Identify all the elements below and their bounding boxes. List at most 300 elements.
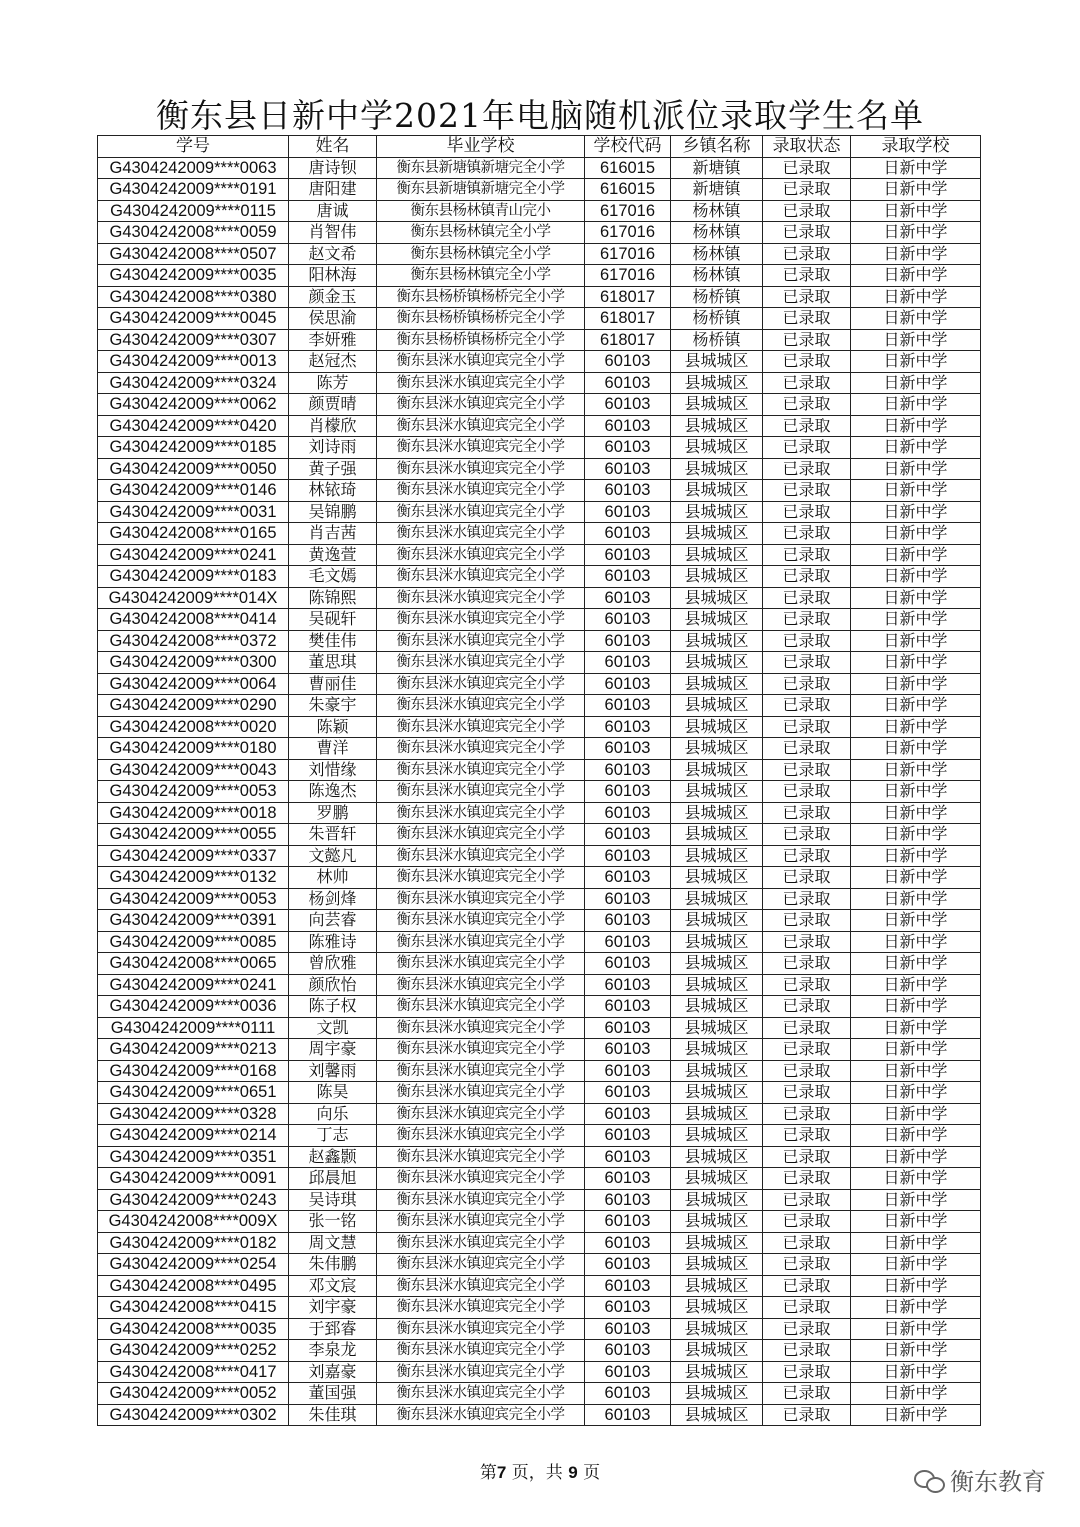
cell-name: 向乐 <box>289 1103 377 1125</box>
cell-graduate-school: 衡东县洣水镇迎宾完全小学 <box>377 673 585 695</box>
cell-status: 已录取 <box>763 1340 851 1362</box>
table-row <box>98 351 981 373</box>
cell-admitted-school: 日新中学 <box>851 372 981 394</box>
table-row <box>98 867 981 889</box>
table-row <box>98 1168 981 1190</box>
cell-status: 已录取 <box>763 222 851 244</box>
cell-student-id: G4304242008****0372 <box>98 630 289 652</box>
cell-school-code: 618017 <box>585 286 671 308</box>
table-row <box>98 1275 981 1297</box>
cell-student-id: G4304242009****0391 <box>98 910 289 932</box>
header-status: 录取状态 <box>763 136 851 158</box>
cell-town: 县城城区 <box>671 394 763 416</box>
table-row <box>98 931 981 953</box>
cell-student-id: G4304242008****0507 <box>98 243 289 265</box>
cell-student-id: G4304242009****0045 <box>98 308 289 330</box>
cell-school-code: 60103 <box>585 544 671 566</box>
cell-status: 已录取 <box>763 673 851 695</box>
cell-school-code: 60103 <box>585 1297 671 1319</box>
cell-graduate-school: 衡东县洣水镇迎宾完全小学 <box>377 630 585 652</box>
cell-graduate-school: 衡东县杨林镇完全小学 <box>377 243 585 265</box>
cell-admitted-school: 日新中学 <box>851 824 981 846</box>
cell-status: 已录取 <box>763 695 851 717</box>
cell-admitted-school: 日新中学 <box>851 910 981 932</box>
cell-status: 已录取 <box>763 179 851 201</box>
cell-status: 已录取 <box>763 523 851 545</box>
cell-admitted-school: 日新中学 <box>851 1297 981 1319</box>
cell-school-code: 60103 <box>585 716 671 738</box>
cell-status: 已录取 <box>763 888 851 910</box>
cell-graduate-school: 衡东县洣水镇迎宾完全小学 <box>377 931 585 953</box>
cell-town: 县城城区 <box>671 501 763 523</box>
cell-town: 县城城区 <box>671 759 763 781</box>
cell-school-code: 60103 <box>585 501 671 523</box>
cell-school-code: 60103 <box>585 415 671 437</box>
cell-student-id: G4304242009****0063 <box>98 157 289 179</box>
cell-name: 陈锦熙 <box>289 587 377 609</box>
cell-student-id: G4304242008****0059 <box>98 222 289 244</box>
cell-admitted-school: 日新中学 <box>851 652 981 674</box>
cell-name: 唐诚 <box>289 200 377 222</box>
cell-student-id: G4304242009****0146 <box>98 480 289 502</box>
table-row <box>98 609 981 631</box>
cell-school-code: 60103 <box>585 652 671 674</box>
cell-school-code: 60103 <box>585 867 671 889</box>
cell-name: 曹洋 <box>289 738 377 760</box>
cell-status: 已录取 <box>763 1275 851 1297</box>
cell-name: 向芸睿 <box>289 910 377 932</box>
table-row <box>98 1361 981 1383</box>
cell-admitted-school: 日新中学 <box>851 544 981 566</box>
cell-town: 县城城区 <box>671 1060 763 1082</box>
cell-town: 县城城区 <box>671 1103 763 1125</box>
cell-graduate-school: 衡东县洣水镇迎宾完全小学 <box>377 759 585 781</box>
cell-school-code: 618017 <box>585 329 671 351</box>
cell-school-code: 60103 <box>585 1361 671 1383</box>
table-row <box>98 222 981 244</box>
header-school-code: 学校代码 <box>585 136 671 158</box>
cell-name: 黄逸萱 <box>289 544 377 566</box>
cell-town: 县城城区 <box>671 867 763 889</box>
cell-graduate-school: 衡东县洣水镇迎宾完全小学 <box>377 501 585 523</box>
cell-school-code: 60103 <box>585 931 671 953</box>
cell-status: 已录取 <box>763 1211 851 1233</box>
cell-school-code: 60103 <box>585 630 671 652</box>
cell-admitted-school: 日新中学 <box>851 716 981 738</box>
table-row <box>98 716 981 738</box>
cell-graduate-school: 衡东县洣水镇迎宾完全小学 <box>377 437 585 459</box>
wechat-icon <box>914 1468 944 1492</box>
table-row <box>98 1017 981 1039</box>
cell-student-id: G4304242008****0065 <box>98 953 289 975</box>
cell-name: 颜欣怡 <box>289 974 377 996</box>
cell-graduate-school: 衡东县洣水镇迎宾完全小学 <box>377 996 585 1018</box>
cell-graduate-school: 衡东县洣水镇迎宾完全小学 <box>377 372 585 394</box>
cell-town: 县城城区 <box>671 458 763 480</box>
document-title: 衡东县日新中学2021年电脑随机派位录取学生名单 <box>156 96 924 135</box>
cell-admitted-school: 日新中学 <box>851 931 981 953</box>
cell-admitted-school: 日新中学 <box>851 1060 981 1082</box>
cell-admitted-school: 日新中学 <box>851 974 981 996</box>
cell-graduate-school: 衡东县洣水镇迎宾完全小学 <box>377 652 585 674</box>
cell-name: 于郅睿 <box>289 1318 377 1340</box>
table-row <box>98 673 981 695</box>
cell-student-id: G4304242008****0417 <box>98 1361 289 1383</box>
cell-graduate-school: 衡东县洣水镇迎宾完全小学 <box>377 716 585 738</box>
cell-name: 唐阳建 <box>289 179 377 201</box>
cell-status: 已录取 <box>763 501 851 523</box>
table-row <box>98 974 981 996</box>
cell-student-id: G4304242009****0036 <box>98 996 289 1018</box>
cell-school-code: 60103 <box>585 566 671 588</box>
cell-student-id: G4304242008****0165 <box>98 523 289 545</box>
cell-status: 已录取 <box>763 867 851 889</box>
cell-town: 县城城区 <box>671 1125 763 1147</box>
cell-name: 吴砚轩 <box>289 609 377 631</box>
cell-school-code: 60103 <box>585 888 671 910</box>
cell-school-code: 60103 <box>585 695 671 717</box>
cell-admitted-school: 日新中学 <box>851 286 981 308</box>
cell-student-id: G4304242009****0035 <box>98 265 289 287</box>
cell-name: 赵文希 <box>289 243 377 265</box>
cell-student-id: G4304242009****0053 <box>98 781 289 803</box>
cell-town: 县城城区 <box>671 1318 763 1340</box>
table-row <box>98 1060 981 1082</box>
table-row <box>98 996 981 1018</box>
cell-status: 已录取 <box>763 1297 851 1319</box>
cell-admitted-school: 日新中学 <box>851 157 981 179</box>
cell-school-code: 617016 <box>585 200 671 222</box>
cell-graduate-school: 衡东县洣水镇迎宾完全小学 <box>377 1383 585 1405</box>
cell-town: 县城城区 <box>671 802 763 824</box>
cell-graduate-school: 衡东县洣水镇迎宾完全小学 <box>377 415 585 437</box>
table-row <box>98 372 981 394</box>
cell-admitted-school: 日新中学 <box>851 523 981 545</box>
cell-graduate-school: 衡东县洣水镇迎宾完全小学 <box>377 1275 585 1297</box>
cell-school-code: 60103 <box>585 1082 671 1104</box>
cell-town: 县城城区 <box>671 1168 763 1190</box>
cell-status: 已录取 <box>763 157 851 179</box>
cell-school-code: 60103 <box>585 1103 671 1125</box>
cell-status: 已录取 <box>763 910 851 932</box>
cell-school-code: 60103 <box>585 1383 671 1405</box>
cell-status: 已录取 <box>763 1017 851 1039</box>
cell-town: 县城城区 <box>671 544 763 566</box>
cell-town: 新塘镇 <box>671 157 763 179</box>
cell-graduate-school: 衡东县洣水镇迎宾完全小学 <box>377 1082 585 1104</box>
cell-school-code: 60103 <box>585 1211 671 1233</box>
cell-school-code: 60103 <box>585 609 671 631</box>
cell-admitted-school: 日新中学 <box>851 351 981 373</box>
cell-status: 已录取 <box>763 415 851 437</box>
cell-school-code: 60103 <box>585 1275 671 1297</box>
cell-admitted-school: 日新中学 <box>851 1211 981 1233</box>
table-row <box>98 1211 981 1233</box>
cell-graduate-school: 衡东县洣水镇迎宾完全小学 <box>377 458 585 480</box>
cell-student-id: G4304242009****0013 <box>98 351 289 373</box>
table-row <box>98 1146 981 1168</box>
cell-school-code: 616015 <box>585 179 671 201</box>
cell-school-code: 60103 <box>585 781 671 803</box>
cell-student-id: G4304242009****0050 <box>98 458 289 480</box>
cell-graduate-school: 衡东县洣水镇迎宾完全小学 <box>377 1103 585 1125</box>
cell-graduate-school: 衡东县洣水镇迎宾完全小学 <box>377 1039 585 1061</box>
cell-town: 县城城区 <box>671 910 763 932</box>
cell-town: 县城城区 <box>671 630 763 652</box>
cell-admitted-school: 日新中学 <box>851 609 981 631</box>
cell-student-id: G4304242009****0115 <box>98 200 289 222</box>
cell-status: 已录取 <box>763 974 851 996</box>
cell-town: 县城城区 <box>671 351 763 373</box>
cell-school-code: 60103 <box>585 394 671 416</box>
cell-school-code: 60103 <box>585 1340 671 1362</box>
cell-name: 陈昊 <box>289 1082 377 1104</box>
cell-status: 已录取 <box>763 200 851 222</box>
cell-status: 已录取 <box>763 243 851 265</box>
cell-school-code: 60103 <box>585 523 671 545</box>
cell-town: 县城城区 <box>671 652 763 674</box>
cell-admitted-school: 日新中学 <box>851 1232 981 1254</box>
cell-graduate-school: 衡东县洣水镇迎宾完全小学 <box>377 845 585 867</box>
cell-status: 已录取 <box>763 1168 851 1190</box>
cell-student-id: G4304242009****0214 <box>98 1125 289 1147</box>
cell-name: 邱晨旭 <box>289 1168 377 1190</box>
cell-student-id: G4304242009****0302 <box>98 1404 289 1426</box>
cell-student-id: G4304242009****0241 <box>98 974 289 996</box>
cell-name: 周文慧 <box>289 1232 377 1254</box>
cell-school-code: 60103 <box>585 1017 671 1039</box>
cell-graduate-school: 衡东县洣水镇迎宾完全小学 <box>377 1361 585 1383</box>
cell-status: 已录取 <box>763 286 851 308</box>
cell-status: 已录取 <box>763 1039 851 1061</box>
cell-status: 已录取 <box>763 544 851 566</box>
cell-admitted-school: 日新中学 <box>851 265 981 287</box>
cell-graduate-school: 衡东县洣水镇迎宾完全小学 <box>377 695 585 717</box>
cell-admitted-school: 日新中学 <box>851 1404 981 1426</box>
cell-name: 文懿凡 <box>289 845 377 867</box>
cell-admitted-school: 日新中学 <box>851 1103 981 1125</box>
cell-student-id: G4304242009****0324 <box>98 372 289 394</box>
cell-town: 县城城区 <box>671 888 763 910</box>
cell-school-code: 617016 <box>585 243 671 265</box>
cell-name: 曾欣雅 <box>289 953 377 975</box>
cell-admitted-school: 日新中学 <box>851 243 981 265</box>
table-row <box>98 759 981 781</box>
table-row <box>98 781 981 803</box>
cell-graduate-school: 衡东县洣水镇迎宾完全小学 <box>377 544 585 566</box>
cell-student-id: G4304242009****0651 <box>98 1082 289 1104</box>
cell-graduate-school: 衡东县洣水镇迎宾完全小学 <box>377 1211 585 1233</box>
admission-table <box>97 135 981 1426</box>
cell-student-id: G4304242009****0180 <box>98 738 289 760</box>
table-row <box>98 1189 981 1211</box>
cell-school-code: 60103 <box>585 351 671 373</box>
cell-status: 已录取 <box>763 953 851 975</box>
cell-status: 已录取 <box>763 1189 851 1211</box>
cell-student-id: G4304242009****0420 <box>98 415 289 437</box>
cell-town: 杨林镇 <box>671 222 763 244</box>
cell-town: 县城城区 <box>671 738 763 760</box>
cell-status: 已录取 <box>763 351 851 373</box>
cell-name: 赵冠杰 <box>289 351 377 373</box>
cell-graduate-school: 衡东县洣水镇迎宾完全小学 <box>377 953 585 975</box>
cell-town: 杨桥镇 <box>671 308 763 330</box>
cell-admitted-school: 日新中学 <box>851 1168 981 1190</box>
cell-school-code: 60103 <box>585 437 671 459</box>
cell-student-id: G4304242009****0018 <box>98 802 289 824</box>
cell-student-id: G4304242009****0182 <box>98 1232 289 1254</box>
cell-school-code: 60103 <box>585 1318 671 1340</box>
cell-admitted-school: 日新中学 <box>851 845 981 867</box>
table-row <box>98 1383 981 1405</box>
cell-town: 县城城区 <box>671 1017 763 1039</box>
table-row <box>98 437 981 459</box>
cell-graduate-school: 衡东县洣水镇迎宾完全小学 <box>377 1318 585 1340</box>
cell-graduate-school: 衡东县洣水镇迎宾完全小学 <box>377 867 585 889</box>
cell-graduate-school: 衡东县杨桥镇杨桥完全小学 <box>377 308 585 330</box>
table-row <box>98 1404 981 1426</box>
cell-name: 颜贾晴 <box>289 394 377 416</box>
cell-status: 已录取 <box>763 394 851 416</box>
cell-name: 朱豪宇 <box>289 695 377 717</box>
cell-school-code: 60103 <box>585 802 671 824</box>
table-row <box>98 566 981 588</box>
cell-admitted-school: 日新中学 <box>851 329 981 351</box>
cell-student-id: G4304242008****0380 <box>98 286 289 308</box>
cell-name: 朱伟鹏 <box>289 1254 377 1276</box>
cell-admitted-school: 日新中学 <box>851 1017 981 1039</box>
cell-student-id: G4304242009****0091 <box>98 1168 289 1190</box>
cell-status: 已录取 <box>763 587 851 609</box>
cell-status: 已录取 <box>763 458 851 480</box>
cell-graduate-school: 衡东县洣水镇迎宾完全小学 <box>377 1168 585 1190</box>
cell-name: 朱晋轩 <box>289 824 377 846</box>
table-row <box>98 1232 981 1254</box>
cell-graduate-school: 衡东县洣水镇迎宾完全小学 <box>377 587 585 609</box>
cell-status: 已录取 <box>763 1404 851 1426</box>
cell-town: 杨林镇 <box>671 200 763 222</box>
table-row <box>98 1039 981 1061</box>
cell-name: 樊佳伟 <box>289 630 377 652</box>
cell-admitted-school: 日新中学 <box>851 458 981 480</box>
cell-town: 县城城区 <box>671 996 763 1018</box>
cell-status: 已录取 <box>763 738 851 760</box>
cell-status: 已录取 <box>763 652 851 674</box>
cell-name: 刘馨雨 <box>289 1060 377 1082</box>
cell-town: 县城城区 <box>671 609 763 631</box>
cell-graduate-school: 衡东县洣水镇迎宾完全小学 <box>377 523 585 545</box>
watermark-text: 衡东教育 <box>950 1468 1046 1496</box>
cell-town: 杨桥镇 <box>671 329 763 351</box>
cell-status: 已录取 <box>763 824 851 846</box>
cell-admitted-school: 日新中学 <box>851 953 981 975</box>
cell-town: 杨林镇 <box>671 265 763 287</box>
cell-graduate-school: 衡东县新塘镇新塘完全小学 <box>377 179 585 201</box>
cell-school-code: 60103 <box>585 759 671 781</box>
cell-name: 曹丽佳 <box>289 673 377 695</box>
cell-student-id: G4304242009****0213 <box>98 1039 289 1061</box>
table-row <box>98 695 981 717</box>
table-row <box>98 544 981 566</box>
cell-student-id: G4304242009****0031 <box>98 501 289 523</box>
table-row <box>98 1254 981 1276</box>
cell-name: 刘惜缘 <box>289 759 377 781</box>
cell-name: 邓文宸 <box>289 1275 377 1297</box>
cell-student-id: G4304242009****0337 <box>98 845 289 867</box>
cell-name: 丁志 <box>289 1125 377 1147</box>
cell-name: 刘宇豪 <box>289 1297 377 1319</box>
cell-graduate-school: 衡东县洣水镇迎宾完全小学 <box>377 1146 585 1168</box>
cell-student-id: G4304242008****0020 <box>98 716 289 738</box>
cell-town: 县城城区 <box>671 415 763 437</box>
cell-student-id: G4304242009****0307 <box>98 329 289 351</box>
cell-status: 已录取 <box>763 1146 851 1168</box>
table-row <box>98 415 981 437</box>
table-row <box>98 845 981 867</box>
watermark <box>914 1462 1046 1497</box>
cell-graduate-school: 衡东县洣水镇迎宾完全小学 <box>377 1017 585 1039</box>
cell-graduate-school: 衡东县杨林镇完全小学 <box>377 222 585 244</box>
cell-student-id: G4304242009****0328 <box>98 1103 289 1125</box>
cell-admitted-school: 日新中学 <box>851 1125 981 1147</box>
cell-student-id: G4304242009****0290 <box>98 695 289 717</box>
cell-admitted-school: 日新中学 <box>851 587 981 609</box>
cell-school-code: 60103 <box>585 673 671 695</box>
cell-student-id: G4304242009****0191 <box>98 179 289 201</box>
table-row <box>98 286 981 308</box>
cell-name: 颜金玉 <box>289 286 377 308</box>
table-row <box>98 265 981 287</box>
footer-total-pages: 9 <box>568 1463 578 1482</box>
cell-graduate-school: 衡东县洣水镇迎宾完全小学 <box>377 738 585 760</box>
cell-school-code: 618017 <box>585 308 671 330</box>
table-row <box>98 1297 981 1319</box>
cell-school-code: 60103 <box>585 738 671 760</box>
cell-name: 董思琪 <box>289 652 377 674</box>
cell-school-code: 60103 <box>585 1254 671 1276</box>
cell-admitted-school: 日新中学 <box>851 888 981 910</box>
cell-admitted-school: 日新中学 <box>851 415 981 437</box>
table-row <box>98 630 981 652</box>
cell-graduate-school: 衡东县洣水镇迎宾完全小学 <box>377 888 585 910</box>
cell-town: 县城城区 <box>671 437 763 459</box>
cell-name: 林铱琦 <box>289 480 377 502</box>
table-row <box>98 1318 981 1340</box>
cell-graduate-school: 衡东县洣水镇迎宾完全小学 <box>377 1189 585 1211</box>
cell-school-code: 60103 <box>585 1039 671 1061</box>
cell-name: 罗鹏 <box>289 802 377 824</box>
cell-town: 县城城区 <box>671 1039 763 1061</box>
cell-graduate-school: 衡东县洣水镇迎宾完全小学 <box>377 480 585 502</box>
cell-student-id: G4304242008****0415 <box>98 1297 289 1319</box>
cell-school-code: 616015 <box>585 157 671 179</box>
cell-school-code: 60103 <box>585 372 671 394</box>
cell-name: 黄子强 <box>289 458 377 480</box>
cell-graduate-school: 衡东县洣水镇迎宾完全小学 <box>377 1254 585 1276</box>
cell-school-code: 617016 <box>585 222 671 244</box>
cell-graduate-school: 衡东县洣水镇迎宾完全小学 <box>377 974 585 996</box>
cell-admitted-school: 日新中学 <box>851 1146 981 1168</box>
cell-town: 县城城区 <box>671 716 763 738</box>
cell-name: 陈子权 <box>289 996 377 1018</box>
cell-name: 刘诗雨 <box>289 437 377 459</box>
cell-student-id: G4304242009****0055 <box>98 824 289 846</box>
header-graduate-school: 毕业学校 <box>377 136 585 158</box>
cell-student-id: G4304242009****0053 <box>98 888 289 910</box>
table-row <box>98 501 981 523</box>
cell-admitted-school: 日新中学 <box>851 1082 981 1104</box>
cell-student-id: G4304242009****0183 <box>98 566 289 588</box>
